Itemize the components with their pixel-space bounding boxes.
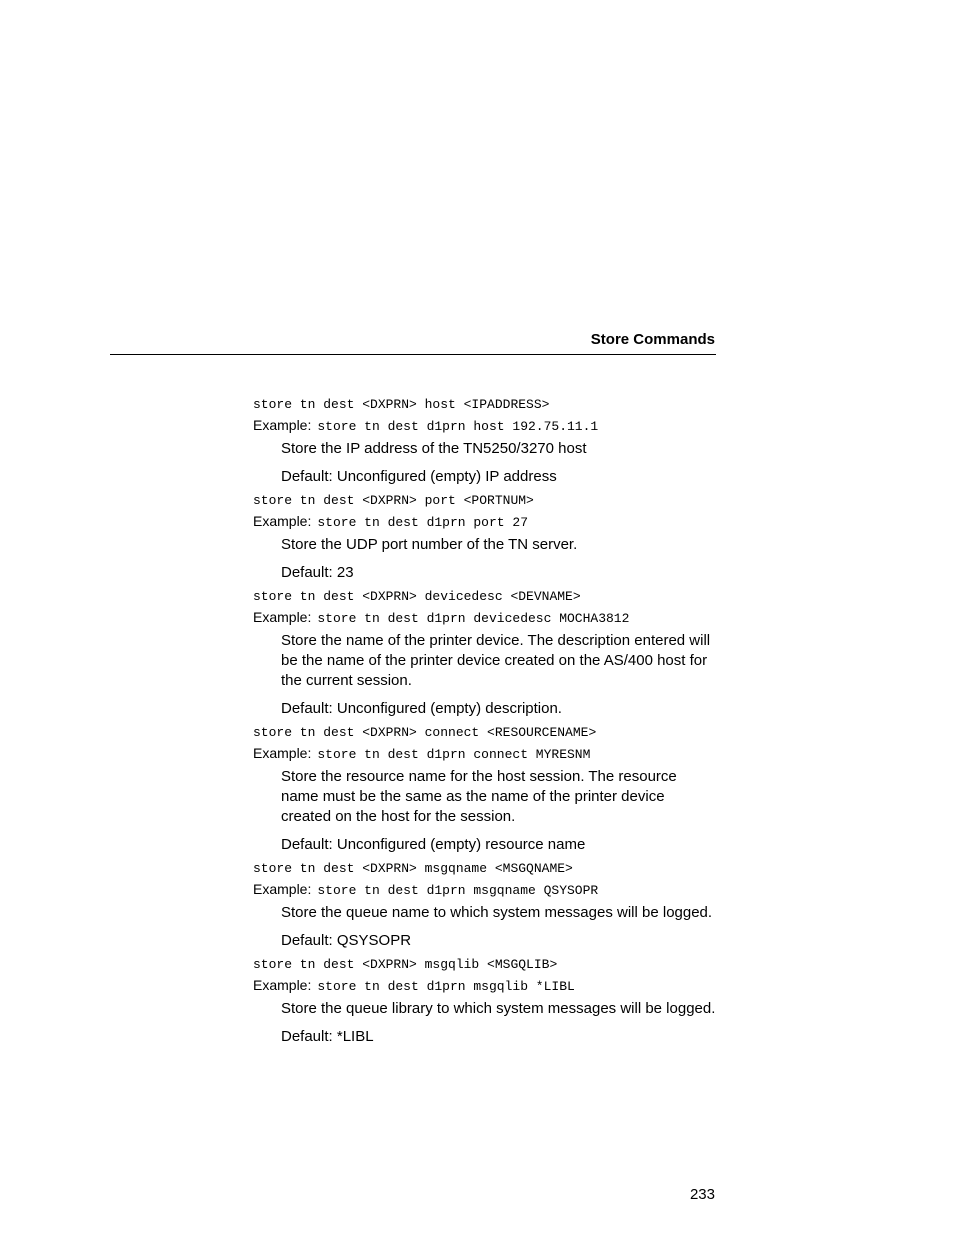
command-entry-port bbox=[253, 491, 716, 583]
command-default: Default: 23 bbox=[281, 564, 354, 581]
command-syntax: store tn dest <DXPRN> msgqlib <MSGQLIB> bbox=[253, 957, 558, 972]
example-line bbox=[253, 415, 716, 437]
command-description: Store the UDP port number of the TN server. bbox=[281, 536, 578, 553]
command-description: Store the queue name to which system messages will be logged. bbox=[281, 904, 713, 921]
command-entry-devicedesc bbox=[253, 587, 716, 719]
command-default: Default: QSYSOPR bbox=[281, 932, 412, 949]
header-divider bbox=[110, 354, 716, 355]
example-code: store tn dest d1prn port 27 bbox=[317, 515, 528, 530]
command-list bbox=[253, 395, 716, 1047]
command-entry-msgqname bbox=[253, 859, 716, 951]
example-label: Example: bbox=[253, 745, 312, 761]
example-label: Example: bbox=[253, 609, 312, 625]
running-header-title: Store Commands bbox=[590, 331, 715, 348]
command-description: Store the name of the printer device. The description entered will be the name of the printer device created on the AS/400 host for the current session. bbox=[281, 632, 711, 689]
page-number: 233 bbox=[689, 1186, 715, 1203]
command-syntax: store tn dest <DXPRN> connect <RESOURCENAME> bbox=[253, 725, 597, 740]
example-line bbox=[253, 975, 716, 997]
command-syntax: store tn dest <DXPRN> host <IPADDRESS> bbox=[253, 397, 550, 412]
example-line bbox=[253, 607, 716, 629]
command-syntax: store tn dest <DXPRN> port <PORTNUM> bbox=[253, 493, 534, 508]
example-code: store tn dest d1prn connect MYRESNM bbox=[317, 747, 591, 762]
command-description: Store the IP address of the TN5250/3270 host bbox=[281, 440, 587, 457]
command-default: Default: Unconfigured (empty) IP address bbox=[281, 468, 557, 485]
example-line bbox=[253, 743, 716, 765]
command-entry-connect bbox=[253, 723, 716, 855]
example-label: Example: bbox=[253, 977, 312, 993]
example-code: store tn dest d1prn host 192.75.11.1 bbox=[317, 419, 599, 434]
command-entry-msgqlib bbox=[253, 955, 716, 1047]
example-label: Example: bbox=[253, 513, 312, 529]
example-line bbox=[253, 879, 716, 901]
example-code: store tn dest d1prn devicedesc MOCHA3812 bbox=[317, 611, 630, 626]
command-default: Default: *LIBL bbox=[281, 1028, 374, 1045]
example-label: Example: bbox=[253, 417, 312, 433]
command-syntax: store tn dest <DXPRN> devicedesc <DEVNAME> bbox=[253, 589, 581, 604]
command-default: Default: Unconfigured (empty) description. bbox=[281, 700, 562, 717]
example-code: store tn dest d1prn msgqlib *LIBL bbox=[317, 979, 575, 994]
command-description: Store the queue library to which system messages will be logged. bbox=[281, 1000, 716, 1017]
command-description: Store the resource name for the host session. The resource name must be the same as the name of the printer device created on the host for the session. bbox=[281, 768, 677, 825]
example-code: store tn dest d1prn msgqname QSYSOPR bbox=[317, 883, 599, 898]
command-entry-host bbox=[253, 395, 716, 487]
example-label: Example: bbox=[253, 881, 312, 897]
command-default: Default: Unconfigured (empty) resource name bbox=[281, 836, 586, 853]
command-syntax: store tn dest <DXPRN> msgqname <MSGQNAME> bbox=[253, 861, 573, 876]
example-line bbox=[253, 511, 716, 533]
